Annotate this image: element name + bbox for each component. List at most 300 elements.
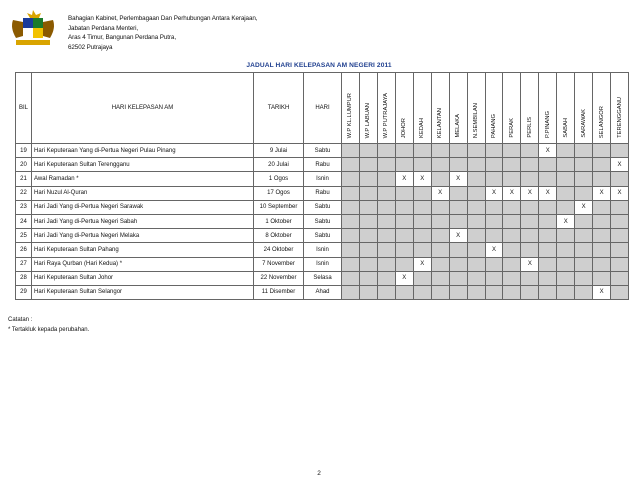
state-cell (342, 214, 360, 228)
state-cell (539, 285, 557, 299)
holiday-day: Ahad (304, 285, 342, 299)
holiday-date: 22 November (254, 271, 304, 285)
state-cell (377, 186, 395, 200)
state-cell (359, 285, 377, 299)
notes-heading: Catatan : (8, 317, 33, 323)
page-number: 2 (317, 470, 321, 477)
holiday-mark: X (599, 190, 604, 197)
state-cell (575, 186, 593, 200)
state-cell (539, 214, 557, 228)
holiday-mark: X (527, 190, 532, 197)
state-cell (557, 200, 575, 214)
table-row (16, 257, 629, 271)
holiday-mark: X (563, 218, 568, 225)
holiday-mark: X (491, 246, 496, 253)
state-cell (395, 200, 413, 214)
state-cell (342, 158, 360, 172)
state-cell (342, 144, 360, 158)
state-label: KELANTAN (437, 107, 444, 138)
page-title: JADUAL HARI KELEPASAN AM NEGERI 2011 (246, 62, 392, 69)
state-label: SARAWAK (580, 109, 587, 138)
state-cell (593, 172, 611, 186)
state-cell (395, 271, 413, 285)
col-header-state (575, 73, 593, 144)
holiday-date: 10 September (254, 200, 304, 214)
holiday-name: Hari Jadi Yang di-Pertua Negeri Sabah (32, 214, 254, 228)
state-cell (395, 186, 413, 200)
state-cell (342, 229, 360, 243)
holiday-date: 7 November (254, 257, 304, 271)
holiday-day: Sabtu (304, 144, 342, 158)
state-cell (431, 200, 449, 214)
holiday-date: 9 Julai (254, 144, 304, 158)
col-header-state (593, 73, 611, 144)
holiday-name: Hari Keputeraan Sultan Pahang (32, 243, 254, 257)
holiday-mark: X (545, 190, 550, 197)
state-cell (503, 186, 521, 200)
state-cell (557, 243, 575, 257)
notes (8, 315, 89, 335)
address-line: 62502 Putrajaya (68, 43, 113, 51)
row-number: 21 (16, 172, 32, 186)
col-header-state (377, 73, 395, 144)
state-cell (485, 172, 503, 186)
holiday-mark: X (617, 161, 622, 168)
state-cell (467, 229, 485, 243)
state-cell (467, 200, 485, 214)
state-cell (359, 214, 377, 228)
col-header-state (539, 73, 557, 144)
holiday-date: 17 Ogos (254, 186, 304, 200)
state-cell (611, 257, 629, 271)
state-cell (359, 200, 377, 214)
holiday-date: 24 Oktober (254, 243, 304, 257)
col-header-state (359, 73, 377, 144)
state-cell (593, 200, 611, 214)
state-cell (467, 214, 485, 228)
holiday-name: Hari Keputeraan Sultan Selangor (32, 285, 254, 299)
col-header-state (449, 73, 467, 144)
row-number: 20 (16, 158, 32, 172)
col-header-holiday: HARI KELEPASAN AM (32, 73, 254, 144)
holiday-date: 1 Ogos (254, 172, 304, 186)
holiday-schedule-table (15, 72, 629, 300)
state-cell (539, 200, 557, 214)
holiday-name: Awal Ramadan * (32, 172, 254, 186)
state-cell (485, 285, 503, 299)
state-cell (611, 200, 629, 214)
state-cell (449, 172, 467, 186)
state-cell (431, 214, 449, 228)
state-cell (503, 243, 521, 257)
holiday-name: Hari Jadi Yang di-Pertua Negeri Sarawak (32, 200, 254, 214)
state-cell (557, 214, 575, 228)
state-cell (575, 214, 593, 228)
state-cell (575, 229, 593, 243)
state-cell (521, 172, 539, 186)
table-row (16, 186, 629, 200)
state-cell (413, 144, 431, 158)
state-cell (611, 186, 629, 200)
state-cell (359, 186, 377, 200)
state-cell (467, 158, 485, 172)
state-cell (431, 257, 449, 271)
state-cell (575, 285, 593, 299)
state-cell (377, 257, 395, 271)
state-cell (557, 285, 575, 299)
table-row (16, 214, 629, 228)
state-cell (395, 257, 413, 271)
holiday-mark: X (509, 190, 514, 197)
holiday-mark: X (438, 190, 443, 197)
state-cell (611, 158, 629, 172)
state-cell (485, 229, 503, 243)
state-cell (395, 229, 413, 243)
state-cell (342, 243, 360, 257)
state-cell (413, 158, 431, 172)
state-label: JOHOR (401, 117, 408, 138)
table-row (16, 172, 629, 186)
state-cell (449, 144, 467, 158)
table-row (16, 285, 629, 299)
state-cell (413, 257, 431, 271)
state-cell (557, 229, 575, 243)
state-cell (593, 186, 611, 200)
state-cell (503, 285, 521, 299)
state-cell (413, 243, 431, 257)
state-cell (342, 285, 360, 299)
address-line: Aras 4 Timur, Bangunan Perdana Putra, (68, 34, 176, 42)
state-cell (485, 257, 503, 271)
state-cell (593, 229, 611, 243)
state-label: TERENGGANU (616, 97, 623, 138)
state-cell (467, 243, 485, 257)
state-cell (342, 186, 360, 200)
holiday-mark: X (527, 261, 532, 268)
state-cell (539, 243, 557, 257)
notes-line: * Tertakluk kepada perubahan. (8, 327, 90, 333)
state-cell (557, 172, 575, 186)
state-cell (377, 158, 395, 172)
state-cell (539, 257, 557, 271)
col-header-bil: BIL (16, 73, 32, 144)
state-cell (521, 200, 539, 214)
holiday-mark: X (545, 147, 550, 154)
table-row (16, 243, 629, 257)
state-cell (395, 214, 413, 228)
state-cell (539, 158, 557, 172)
table-row (16, 229, 629, 243)
state-cell (377, 271, 395, 285)
state-label: P.PINANG (544, 111, 551, 138)
state-cell (593, 271, 611, 285)
col-header-state (395, 73, 413, 144)
state-cell (395, 285, 413, 299)
state-cell (377, 172, 395, 186)
state-cell (503, 214, 521, 228)
state-cell (611, 144, 629, 158)
col-header-state (557, 73, 575, 144)
header-row (16, 73, 629, 144)
state-cell (359, 243, 377, 257)
state-cell (611, 229, 629, 243)
holiday-day: Rabu (304, 158, 342, 172)
state-cell (503, 271, 521, 285)
state-cell (593, 144, 611, 158)
state-cell (539, 271, 557, 285)
state-cell (395, 172, 413, 186)
state-cell (485, 144, 503, 158)
row-number: 28 (16, 271, 32, 285)
state-cell (503, 229, 521, 243)
col-header-state (431, 73, 449, 144)
holiday-day: Sabtu (304, 229, 342, 243)
state-cell (503, 144, 521, 158)
state-cell (485, 243, 503, 257)
holiday-mark: X (456, 175, 461, 182)
state-cell (485, 214, 503, 228)
state-cell (431, 271, 449, 285)
state-cell (557, 158, 575, 172)
state-cell (611, 271, 629, 285)
state-label: SELANGOR (598, 105, 605, 138)
state-cell (521, 144, 539, 158)
state-cell (342, 257, 360, 271)
state-cell (485, 158, 503, 172)
state-cell (575, 200, 593, 214)
state-cell (449, 243, 467, 257)
holiday-mark: X (599, 289, 604, 296)
holiday-mark: X (581, 204, 586, 211)
state-cell (557, 186, 575, 200)
state-cell (342, 271, 360, 285)
row-number: 25 (16, 229, 32, 243)
state-cell (431, 243, 449, 257)
state-cell (359, 271, 377, 285)
state-cell (539, 144, 557, 158)
col-header-date: TARIKH (254, 73, 304, 144)
state-cell (431, 144, 449, 158)
holiday-mark: X (420, 175, 425, 182)
state-cell (557, 257, 575, 271)
state-cell (359, 158, 377, 172)
state-cell (342, 200, 360, 214)
state-cell (611, 172, 629, 186)
state-cell (467, 285, 485, 299)
state-cell (539, 229, 557, 243)
state-cell (395, 144, 413, 158)
state-cell (503, 172, 521, 186)
holiday-day: Isnin (304, 172, 342, 186)
state-label: W.P LABUAN (365, 102, 372, 138)
state-cell (575, 172, 593, 186)
state-cell (413, 271, 431, 285)
state-cell (575, 144, 593, 158)
state-cell (377, 243, 395, 257)
state-cell (611, 285, 629, 299)
holiday-name: Hari Keputeraan Sultan Johor (32, 271, 254, 285)
state-cell (521, 271, 539, 285)
holiday-mark: X (402, 275, 407, 282)
state-cell (395, 158, 413, 172)
state-cell (575, 243, 593, 257)
state-cell (431, 229, 449, 243)
holiday-day: Sabtu (304, 214, 342, 228)
state-cell (359, 144, 377, 158)
state-cell (449, 229, 467, 243)
state-cell (449, 271, 467, 285)
state-cell (342, 172, 360, 186)
col-header-state (521, 73, 539, 144)
state-cell (593, 214, 611, 228)
col-header-state (413, 73, 431, 144)
state-cell (359, 257, 377, 271)
holiday-date: 11 Disember (254, 285, 304, 299)
state-label: PERLIS (526, 117, 533, 138)
holiday-name: Hari Jadi Yang di-Pertua Negeri Melaka (32, 229, 254, 243)
table-row (16, 200, 629, 214)
state-cell (413, 172, 431, 186)
state-cell (431, 285, 449, 299)
state-label: W.P KL.LUMPUR (347, 92, 354, 138)
col-header-state (503, 73, 521, 144)
state-cell (467, 172, 485, 186)
state-cell (593, 243, 611, 257)
state-label: PERAK (508, 118, 515, 138)
state-cell (413, 200, 431, 214)
state-cell (431, 172, 449, 186)
holiday-day: Sabtu (304, 200, 342, 214)
row-number: 26 (16, 243, 32, 257)
state-label: MELAKA (455, 114, 462, 138)
state-cell (395, 243, 413, 257)
state-label: SABAH (562, 118, 569, 138)
holiday-name: Hari Keputeraan Sultan Terengganu (32, 158, 254, 172)
holiday-name: Hari Keputeraan Yang di-Pertua Negeri Pulau Pinang (32, 144, 254, 158)
state-cell (449, 285, 467, 299)
state-label: N.SEMBILAN (473, 102, 480, 138)
state-cell (503, 257, 521, 271)
state-cell (359, 172, 377, 186)
state-cell (467, 186, 485, 200)
col-header-state (467, 73, 485, 144)
state-cell (485, 200, 503, 214)
state-cell (611, 214, 629, 228)
state-cell (467, 257, 485, 271)
state-cell (467, 144, 485, 158)
holiday-mark: X (617, 190, 622, 197)
state-cell (449, 257, 467, 271)
holiday-mark: X (456, 232, 461, 239)
state-cell (593, 158, 611, 172)
holiday-date: 20 Julai (254, 158, 304, 172)
row-number: 29 (16, 285, 32, 299)
row-number: 27 (16, 257, 32, 271)
state-cell (593, 285, 611, 299)
row-number: 23 (16, 200, 32, 214)
table-row (16, 271, 629, 285)
state-cell (557, 271, 575, 285)
holiday-date: 1 Oktober (254, 214, 304, 228)
table-row (16, 158, 629, 172)
state-cell (377, 285, 395, 299)
state-cell (521, 285, 539, 299)
state-cell (449, 200, 467, 214)
state-cell (575, 271, 593, 285)
state-cell (413, 229, 431, 243)
state-cell (431, 158, 449, 172)
holiday-mark: X (420, 261, 425, 268)
state-cell (521, 186, 539, 200)
state-cell (377, 214, 395, 228)
state-cell (521, 257, 539, 271)
malaysia-crest-icon (8, 8, 58, 48)
state-cell (503, 200, 521, 214)
state-cell (557, 144, 575, 158)
holiday-date: 8 Oktober (254, 229, 304, 243)
state-cell (503, 158, 521, 172)
state-label: PAHANG (490, 113, 497, 138)
row-number: 22 (16, 186, 32, 200)
col-header-state (342, 73, 360, 144)
holiday-day: Isnin (304, 243, 342, 257)
state-cell (467, 271, 485, 285)
state-label: KEDAH (419, 118, 426, 138)
table-row (16, 144, 629, 158)
col-header-day: HARI (304, 73, 342, 144)
holiday-mark: X (402, 175, 407, 182)
state-cell (485, 271, 503, 285)
state-cell (449, 214, 467, 228)
state-cell (377, 229, 395, 243)
state-cell (521, 158, 539, 172)
state-cell (575, 158, 593, 172)
state-cell (521, 243, 539, 257)
state-cell (377, 144, 395, 158)
state-cell (413, 186, 431, 200)
col-header-state (485, 73, 503, 144)
holiday-day: Rabu (304, 186, 342, 200)
state-cell (413, 285, 431, 299)
state-cell (431, 186, 449, 200)
state-cell (539, 186, 557, 200)
holiday-name: Hari Nuzul Al-Quran (32, 186, 254, 200)
state-cell (521, 214, 539, 228)
state-cell (611, 243, 629, 257)
state-cell (377, 200, 395, 214)
address-line: Jabatan Perdana Menteri, (68, 24, 139, 32)
state-cell (539, 172, 557, 186)
holiday-day: Selasa (304, 271, 342, 285)
holiday-mark: X (491, 190, 496, 197)
row-number: 24 (16, 214, 32, 228)
holiday-name: Hari Raya Qurban (Hari Kedua) * (32, 257, 254, 271)
row-number: 19 (16, 144, 32, 158)
state-cell (521, 229, 539, 243)
state-cell (449, 158, 467, 172)
address-line: Bahagian Kabinet, Perlembagaan Dan Perhubungan Antara Kerajaan, (68, 15, 258, 22)
state-cell (485, 186, 503, 200)
agency-address (68, 14, 257, 52)
state-cell (413, 214, 431, 228)
state-cell (575, 257, 593, 271)
state-cell (359, 229, 377, 243)
col-header-state (611, 73, 629, 144)
state-cell (449, 186, 467, 200)
state-label: W.P PUTRAJAYA (383, 92, 390, 138)
holiday-day: Isnin (304, 257, 342, 271)
state-cell (593, 257, 611, 271)
